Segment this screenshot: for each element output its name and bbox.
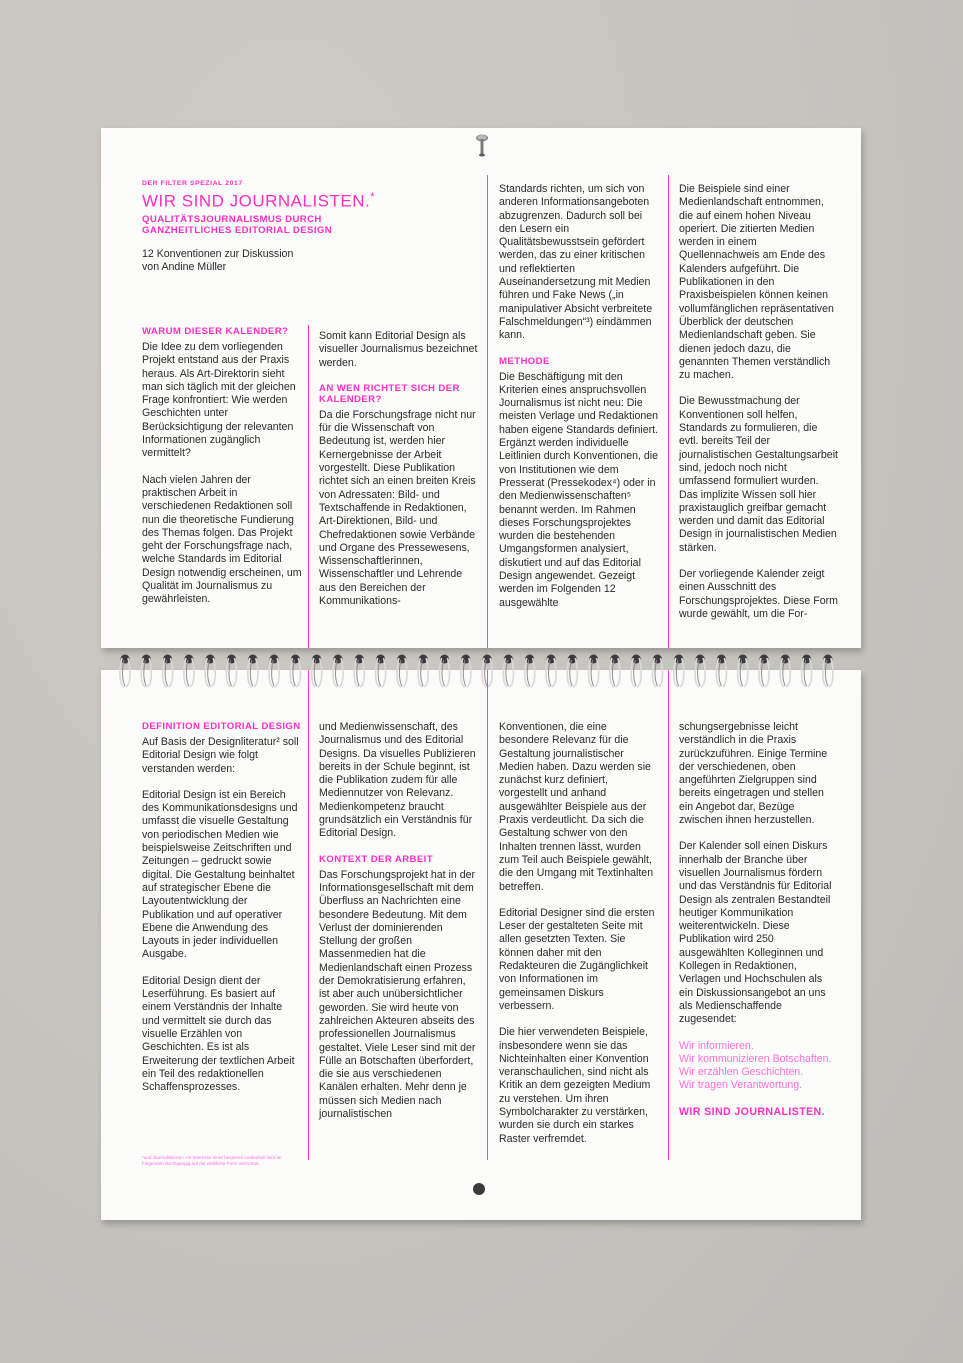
paragraph: Konventionen, die eine besondere Relevanz für die Gestaltung journalistischer Medien haben. Dazu werden sie zunächst kurz definiert, vorgestellt und anhand ausgewählter Beispiele aus der Praxis verdeutlicht. Da sich die Gestaltung schwer von den Inhalten trennen lässt, wurden zum Teil auch Beispiele gewählt, die den Umgang mit Textinhalten betreffen. (499, 721, 654, 893)
bottom-column-3 (499, 721, 659, 1159)
subtitle (142, 214, 332, 236)
section-heading: AN WEN RICHTET SICH DER KALENDER? (319, 382, 460, 405)
section-heading: METHODE (499, 355, 550, 367)
paragraph: Das Forschungsprojekt hat in der Informationsgesellschaft mit dem Überfluss an Nachrichten eine besondere Bedeutung. Mit dem Verlust der dominierenden Stellung der großen Massenmedien hat die Medienlandschaft einen Prozess der Demokratisierung erfahren, ist aber auch unübersichtlicher geworden. Sie wird heute von zahlreichen Akteuren abseits des professionellen Journalismus gestaltet. Viele Leser sind mit der Fülle an Botschaften überfordert, die sie aus verschiedenen Kanälen erhalten. Mehr denn je müssen sich Medien nach journalistischen (319, 868, 476, 1121)
spiral-ring (610, 655, 620, 688)
intro-line: von Andine Müller (142, 261, 227, 274)
spiral-ring (674, 655, 684, 688)
spiral-ring (333, 655, 343, 688)
column-divider (308, 670, 309, 1160)
spiral-ring (482, 655, 492, 688)
motto-item: Wir kommunizieren Botschaften. (679, 1052, 832, 1065)
paragraph: Die hier verwendeten Beispiele, insbesondere wenn sie das Nichteinhalten einer Konvention veranschaulichen, sind nicht als Kritik an dem gezeigten Medium zu verstehen. Um ihren Symbolcharakter zu verstärken, wurden sie durch ein starkes Raster verfremdet. (499, 1026, 651, 1145)
paragraph: Die Beschäftigung mit den Kriterien eines anspruchsvollen Journalismus ist nicht neu: Die meisten Verlage und Redaktionen haben eigene Standards definiert. Ergänzt werden individuelle Leitlinien durch Konventionen, die von Institutionen wie dem Presserat (Pressekodex⁴) oder in den Medienwissenschaften⁵ benannt werden. Im Rahmen dieses Forschungsprojektes wurden die bestehenden Umgangsformen analysiert, diskutiert und auf das Editorial Design angewendet. Gezeigt werden im Folgenden 12 ausgewählte (499, 370, 659, 609)
spiral-ring (141, 655, 151, 688)
spiral-ring (716, 655, 726, 688)
column-divider (668, 670, 669, 1160)
spiral-ring (631, 655, 641, 688)
paragraph: Editorial Design ist ein Bereich des Kommunikationsdesigns und umfasst die visuelle Gestaltung von periodischen Medien wie beispielsweise Zeitschriften und Zeitungen – gedruckt sowie digital. Die Gestaltung beinhaltet auf strategischer Ebene die Layoutentwicklung der Publikation und auf operativer Ebene die Anwendung des Layouts in jeder individuellen Ausgabe. (142, 788, 298, 961)
column-divider (487, 175, 488, 648)
spiral-ring (354, 655, 364, 688)
spiral-ring (184, 655, 194, 688)
spiral-ring (163, 655, 173, 688)
paragraph: Auf Basis der Designliteratur² soll Editorial Design wie folgt verstanden werden: (142, 736, 299, 775)
top-column-1 (142, 326, 302, 620)
spiral-ring (503, 655, 513, 688)
spiral-ring (546, 655, 556, 688)
paragraph: Die Beispiele sind einer Medienlandschaft entnommen, die auf einem hohen Niveau operiert. Die zitierten Medien werden in einem Quellennachweis am Ende des Kalenders aufgeführt. Die Publikationen in den Praxisbeispielen können keinen vollumfänglichen repräsentativen Überblick der deutschen Medienlandschaft geben. Sie dienen jedoch dazu, die genannten Themen verständlich zu machen. (679, 183, 834, 382)
paragraph: Der vorliegende Kalender zeigt einen Ausschnitt des Forschungsprojektes. Diese Form wurde gewählt, um die For- (679, 568, 838, 620)
bottom-column-2 (319, 721, 479, 1134)
spiral-ring (376, 655, 386, 688)
top-column-3 (499, 183, 659, 623)
spiral-ring (780, 655, 790, 688)
paragraph: schungsergebnisse leicht verständlich in die Praxis zurückzuführen. Einige Termine der verschiedenen, oben angeführten Zielgruppen sind bereits eingetragen und stellen ein Angebot dar, Bezüge zwischen ihnen herzustellen. (679, 721, 828, 827)
nail-icon (475, 134, 489, 158)
title-asterisk: * (370, 191, 376, 203)
paragraph: Die Bewusstmachung der Konventionen soll helfen, Standards zu formulieren, die evtl. bereits Teil der journalistischen Gestaltungsarbeit sind, jedoch noch nicht umfassend formuliert wurden. Das implizite Wissen soll hier praxistauglich greifbar gemacht werden und damit das Editorial Design in journalistischen Medien stärken. (679, 395, 838, 554)
intro (142, 248, 293, 275)
kicker: DER FILTER SPEZIAL 2017 (142, 180, 243, 187)
intro-line: 12 Konventionen zur Diskussion (142, 248, 294, 260)
closing-statement: WIR SIND JOURNALISTEN. (679, 1105, 825, 1118)
page-title (142, 191, 375, 212)
spiral-ring (226, 655, 236, 688)
spiral-ring (312, 655, 322, 688)
spiral-ring (418, 655, 428, 688)
bottom-column-4 (679, 721, 839, 1119)
spiral-ring (290, 655, 300, 688)
motto-item: Wir tragen Verantwortung. (679, 1079, 803, 1092)
paragraph: Nach vielen Jahren der praktischen Arbeit in verschiedenen Redaktionen soll nun die theoretische Fundierung des Themas folgen. Das Projekt geht der Forschungsfrage nach, welche Standards im Editorial Design notwendig erscheinen, um Qualität im Journalismus zu gewährleisten. (142, 473, 302, 606)
spiral-binding (115, 650, 845, 690)
footnote: *und Journalistinnen. Im Interesse einer besseren Lesbarkeit wird im Folgenden durchgängig auf die weibliche Form verzichtet. (142, 1155, 282, 1166)
spiral-ring (823, 655, 833, 688)
paragraph: Editorial Design dient der Leserführung. Es basiert auf einem Verständnis der Inhalte und vermittelt sie durch das visuelle Erzählen von Geschichten. Es ist als Erweiterung der textlichen Arbeit ein Teil des redaktionellen Schaffensprozesses. (142, 974, 295, 1094)
title-text: WIR SIND JOURNALISTEN. (142, 191, 371, 211)
motto-item: Wir erzählen Geschichten. (679, 1066, 804, 1079)
section-heading: WARUM DIESER KALENDER? (142, 326, 289, 337)
spiral-ring (269, 655, 279, 688)
paragraph: Der Kalender soll einen Diskurs innerhalb der Branche über visuellen Journalismus fördern und das Verständnis für Editorial Design als zentralen Bestandteil heutiger Kommunikation weiterentwickeln. Diese Publikation wird 250 ausgewählten Kolleginnen und Kollegen in Redaktionen, Verlagen und Hochschulen als ein Diskussionsangebot an uns als Medienschaffende zugesendet: (679, 840, 832, 1026)
spiral-ring (652, 655, 662, 688)
subtitle-line: GANZHEITLICHES EDITORIAL DESIGN (142, 225, 333, 236)
bottom-column-1 (142, 721, 302, 1107)
spiral-ring (461, 655, 471, 688)
spiral-ring (738, 655, 748, 688)
spiral-ring (567, 655, 577, 688)
spiral-ring (439, 655, 449, 688)
spiral-ring (205, 655, 215, 688)
spiral-ring (120, 655, 130, 688)
spiral-ring (589, 655, 599, 688)
paragraph: Somit kann Editorial Design als visueller Journalismus bezeichnet werden. (319, 330, 478, 369)
motto-list (679, 1040, 839, 1093)
top-column-4 (679, 183, 839, 634)
section-heading: DEFINITION EDITORIAL DESIGN (142, 721, 301, 732)
top-column-2 (319, 330, 479, 621)
column-divider (487, 670, 488, 1160)
spiral-ring (695, 655, 705, 688)
paragraph: Standards richten, um sich von anderen Informationsangeboten abzugrenzen. Dadurch soll bei den Lesern ein Qualitätsbewusstsein gefördert werden, das zu einer kritischen und reflektierten Auseinandersetzung mit Medien führen und Fake News („in manipulativer Absicht verbreitete Falschmeldungen“³) eindämmen kann. (499, 183, 653, 342)
paragraph: Da die Forschungsfrage nicht nur für die Wissenschaft von Bedeutung ist, werden hier Kernergebnisse der Arbeit vorgestellt. Diese Publikation richtet sich an einen breiten Kreis von Adressaten: Bild- und Textschaffende in Redaktionen, Art-Direktionen, Bild- und Chefredaktionen sowie Verbände und Organe des Pressewesens, Wissenschaftlerinnen, Wissenschaftler und Lehrende aus den Bereichen der Kommunikations- (319, 408, 476, 608)
subtitle-line: QUALITÄTSJOURNALISMUS DURCH (142, 214, 322, 225)
spiral-ring (397, 655, 407, 688)
paragraph: Editorial Designer sind die ersten Leser der gestalteten Seite mit allen gesetzten Texten. Sie können daher mit den Redakteuren die Zugänglichkeit von Informationen im gemeinsamen Diskurs verbessern. (499, 906, 655, 1012)
paragraph: und Medienwissenschaft, des Journalismus und des Editorial Designs. Da visuelles Publizieren bereits in der Schule beginnt, ist die Publikation zudem für alle Mediennutzer von Relevanz. Medienkompetenz braucht grundsätzlich ein Verständnis für Editorial Design. (319, 721, 476, 840)
spiral-ring (248, 655, 258, 688)
section-heading: KONTEXT DER ARBEIT (319, 853, 433, 865)
spiral-ring (759, 655, 769, 688)
spiral-ring (525, 655, 535, 688)
column-divider (668, 175, 669, 648)
spiral-ring (802, 655, 812, 688)
paragraph: Die Idee zu dem vorliegenden Projekt entstand aus der Praxis heraus. Als Art-Direktorin sieht man sich täglich mit der gleichen Frage konfrontiert: Wie werden Geschichten unter Berücksichtigung der relevanten Informationen zugänglich vermittelt? (142, 341, 296, 460)
column-divider (308, 325, 309, 648)
motto-item: Wir informieren. (679, 1039, 754, 1052)
hanging-hole (473, 1183, 485, 1195)
